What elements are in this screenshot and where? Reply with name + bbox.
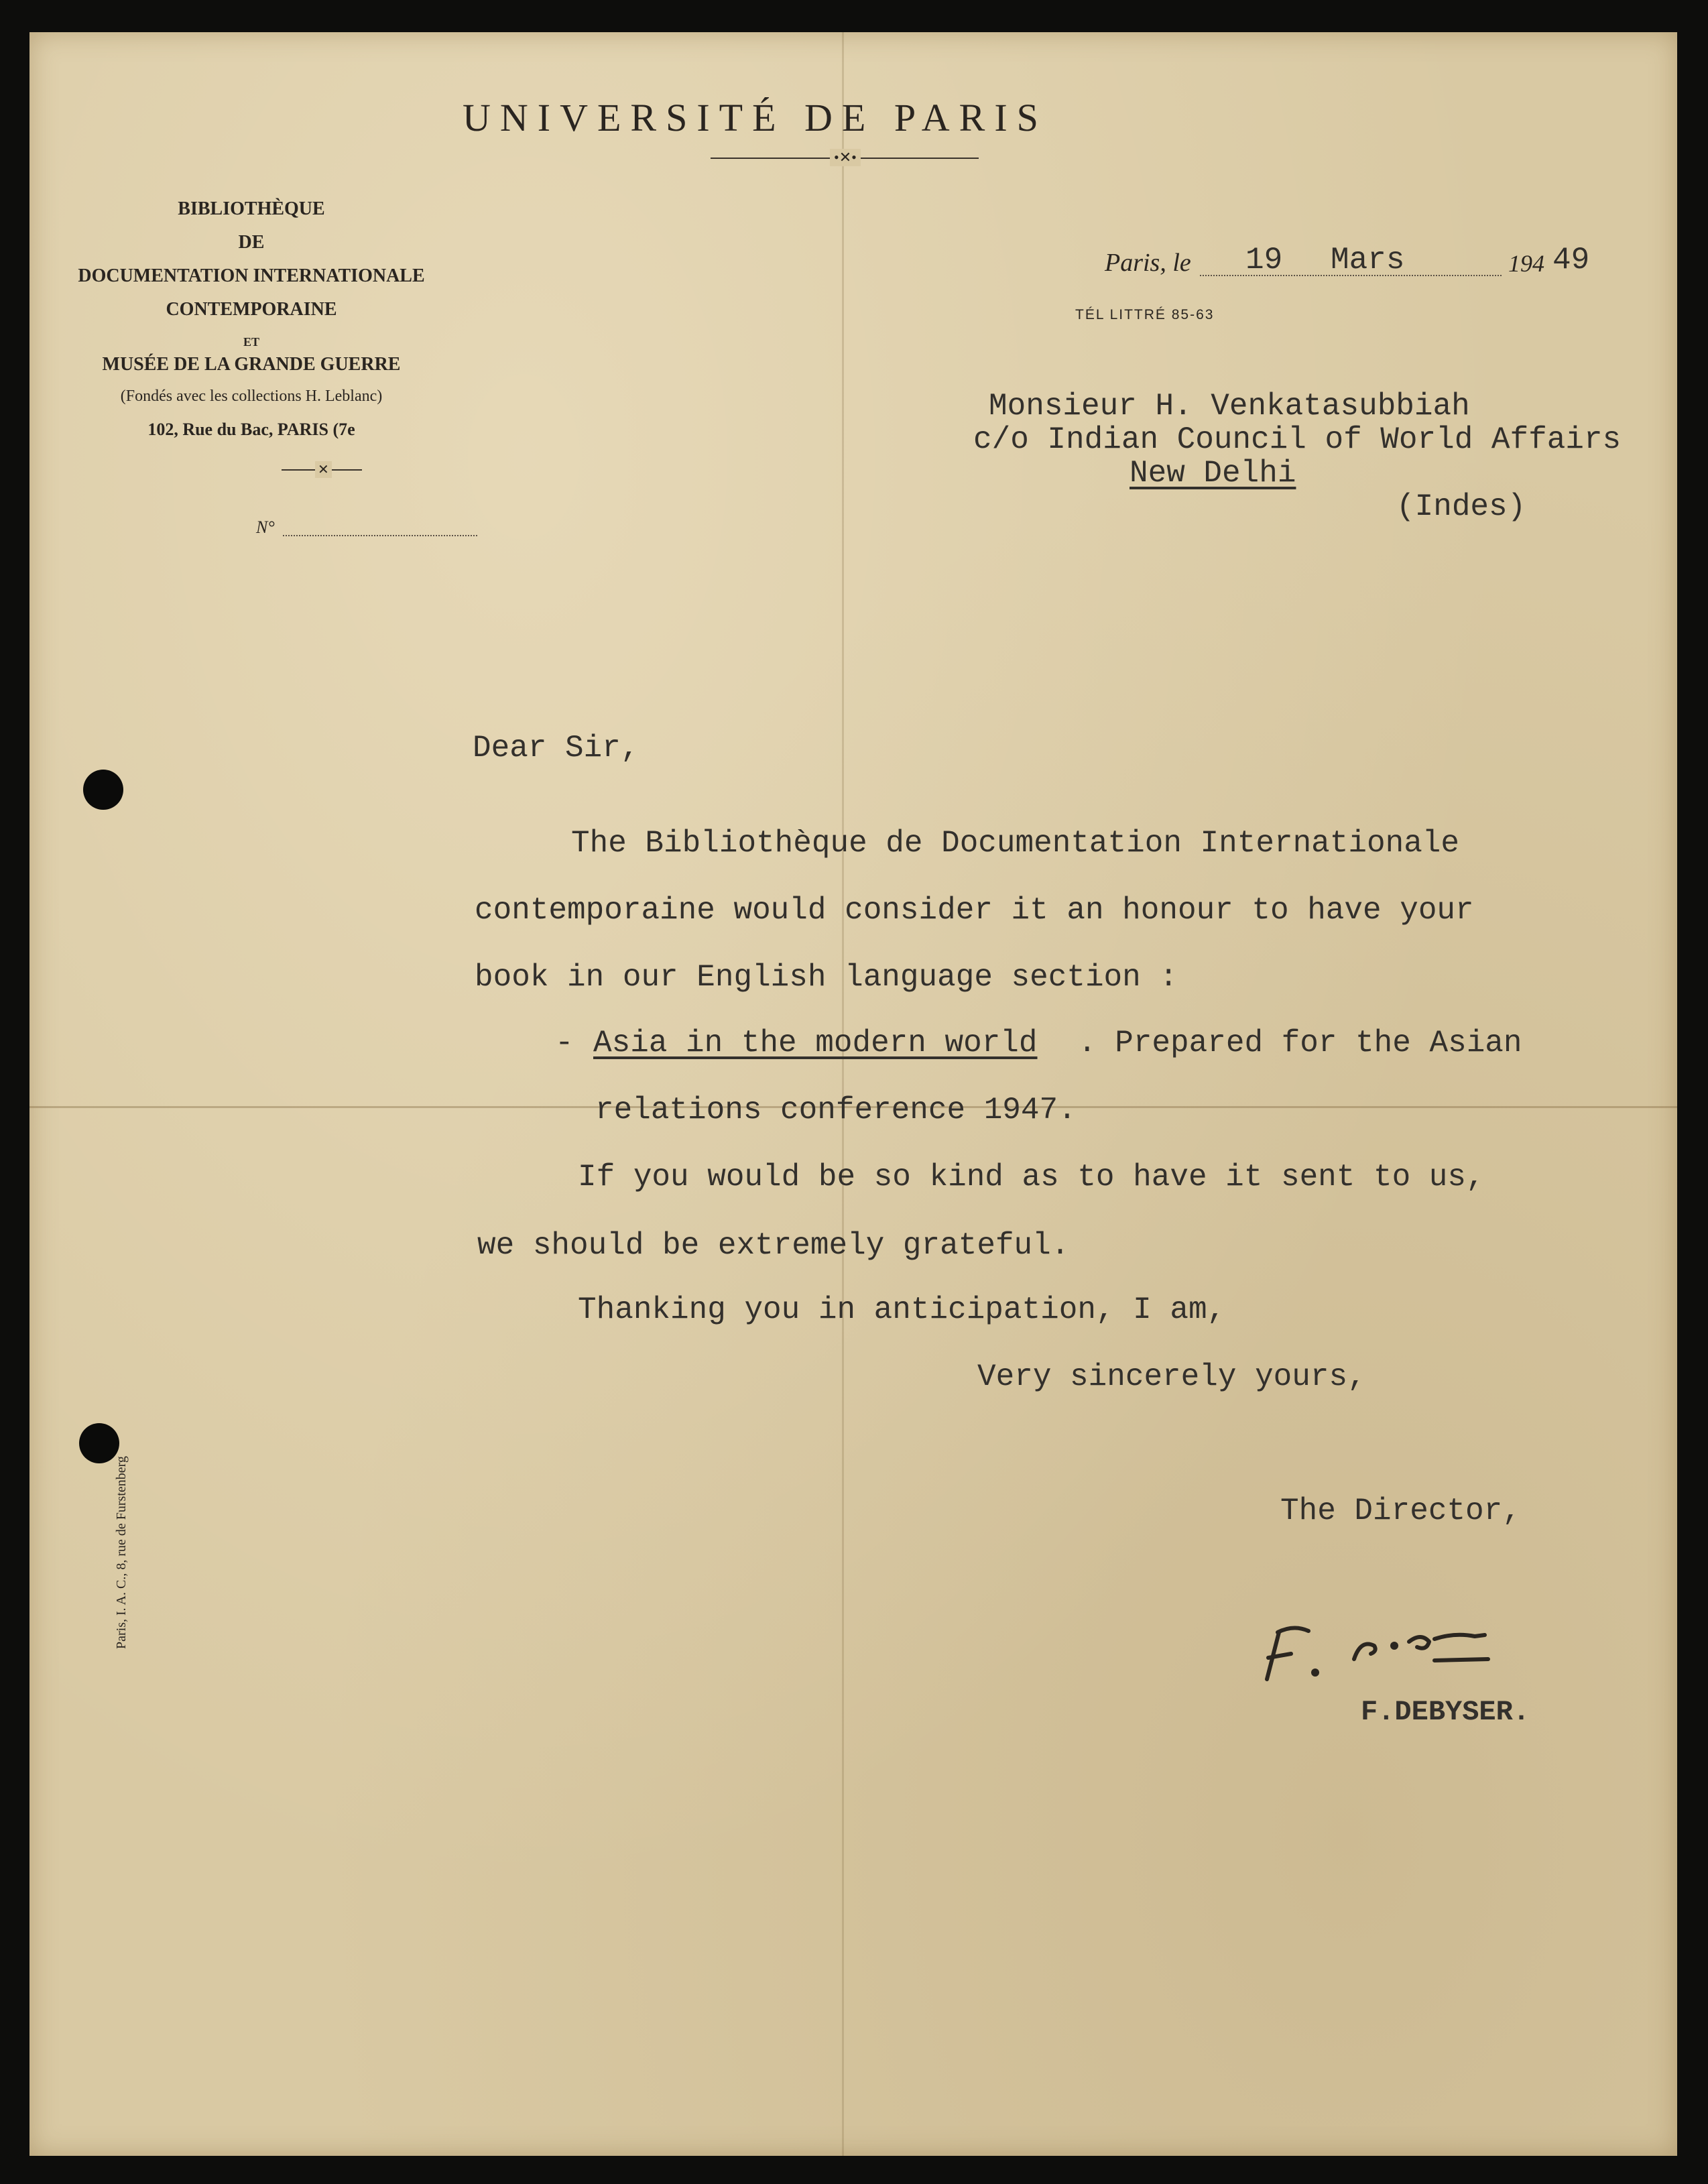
letterhead-line: (Fondés avec les collections H. Leblanc) <box>120 387 383 405</box>
body-line: we should be extremely grateful. <box>477 1228 1070 1263</box>
number-label: N° <box>256 518 275 537</box>
date-year-prefix: 194 <box>1508 250 1544 277</box>
recipient-city: New Delhi <box>1130 456 1296 491</box>
salutation: Dear Sir, <box>473 731 639 766</box>
letterhead-line: DE <box>238 232 265 253</box>
body-line: book in our English language section : <box>475 960 1178 995</box>
body-line: Thanking you in anticipation, I am, <box>578 1292 1226 1327</box>
number-line <box>283 535 477 536</box>
body-line: contemporaine would consider it an honour to have your <box>475 893 1474 928</box>
signature-icon <box>1254 1612 1535 1686</box>
signatory-name: F.DEBYSER. <box>1361 1696 1530 1728</box>
letterhead-line: BIBLIOTHÈQUE <box>178 198 325 219</box>
printer-credit: Paris, I. A. C., 8, rue de Furstenberg <box>114 1456 129 1649</box>
body-line: . Prepared for the Asian <box>1078 1026 1522 1060</box>
letterhead-address: 102, Rue du Bac, PARIS (7e <box>147 420 355 439</box>
date-month: Mars <box>1331 243 1405 278</box>
recipient-org: c/o Indian Council of World Affairs <box>973 422 1622 457</box>
signatory-role: The Director, <box>1280 1494 1521 1528</box>
ornament-icon: •✕• <box>830 149 861 166</box>
date-line <box>1200 275 1502 276</box>
date-place: Paris, le <box>1105 249 1191 277</box>
letterhead-line: CONTEMPORAINE <box>166 299 337 320</box>
recipient-name: Monsieur H. Venkatasubbiah <box>989 389 1470 424</box>
date-year: 49 <box>1552 243 1590 278</box>
letterhead-line: ET <box>243 335 259 349</box>
recipient-country: (Indes) <box>1396 489 1526 524</box>
punch-hole-bottom <box>79 1423 119 1463</box>
date-day: 19 <box>1245 243 1283 278</box>
punch-hole-top <box>83 770 123 810</box>
list-dash: - <box>555 1026 574 1060</box>
body-line: If you would be so kind as to have it sent to us, <box>578 1160 1485 1195</box>
letterhead-line: MUSÉE DE LA GRANDE GUERRE <box>102 354 401 375</box>
closing: Very sincerely yours, <box>977 1359 1366 1394</box>
telephone: TÉL LITTRÉ 85-63 <box>1075 307 1215 322</box>
letterhead-line: DOCUMENTATION INTERNATIONALE <box>78 265 425 286</box>
book-title: Asia in the modern world <box>593 1026 1038 1060</box>
university-title: UNIVERSITÉ DE PARIS <box>463 96 1048 139</box>
ornament-icon: ✕ <box>315 461 332 478</box>
body-line: relations conference 1947. <box>595 1093 1077 1128</box>
body-line: The Bibliothèque de Documentation Internationale <box>571 826 1460 861</box>
